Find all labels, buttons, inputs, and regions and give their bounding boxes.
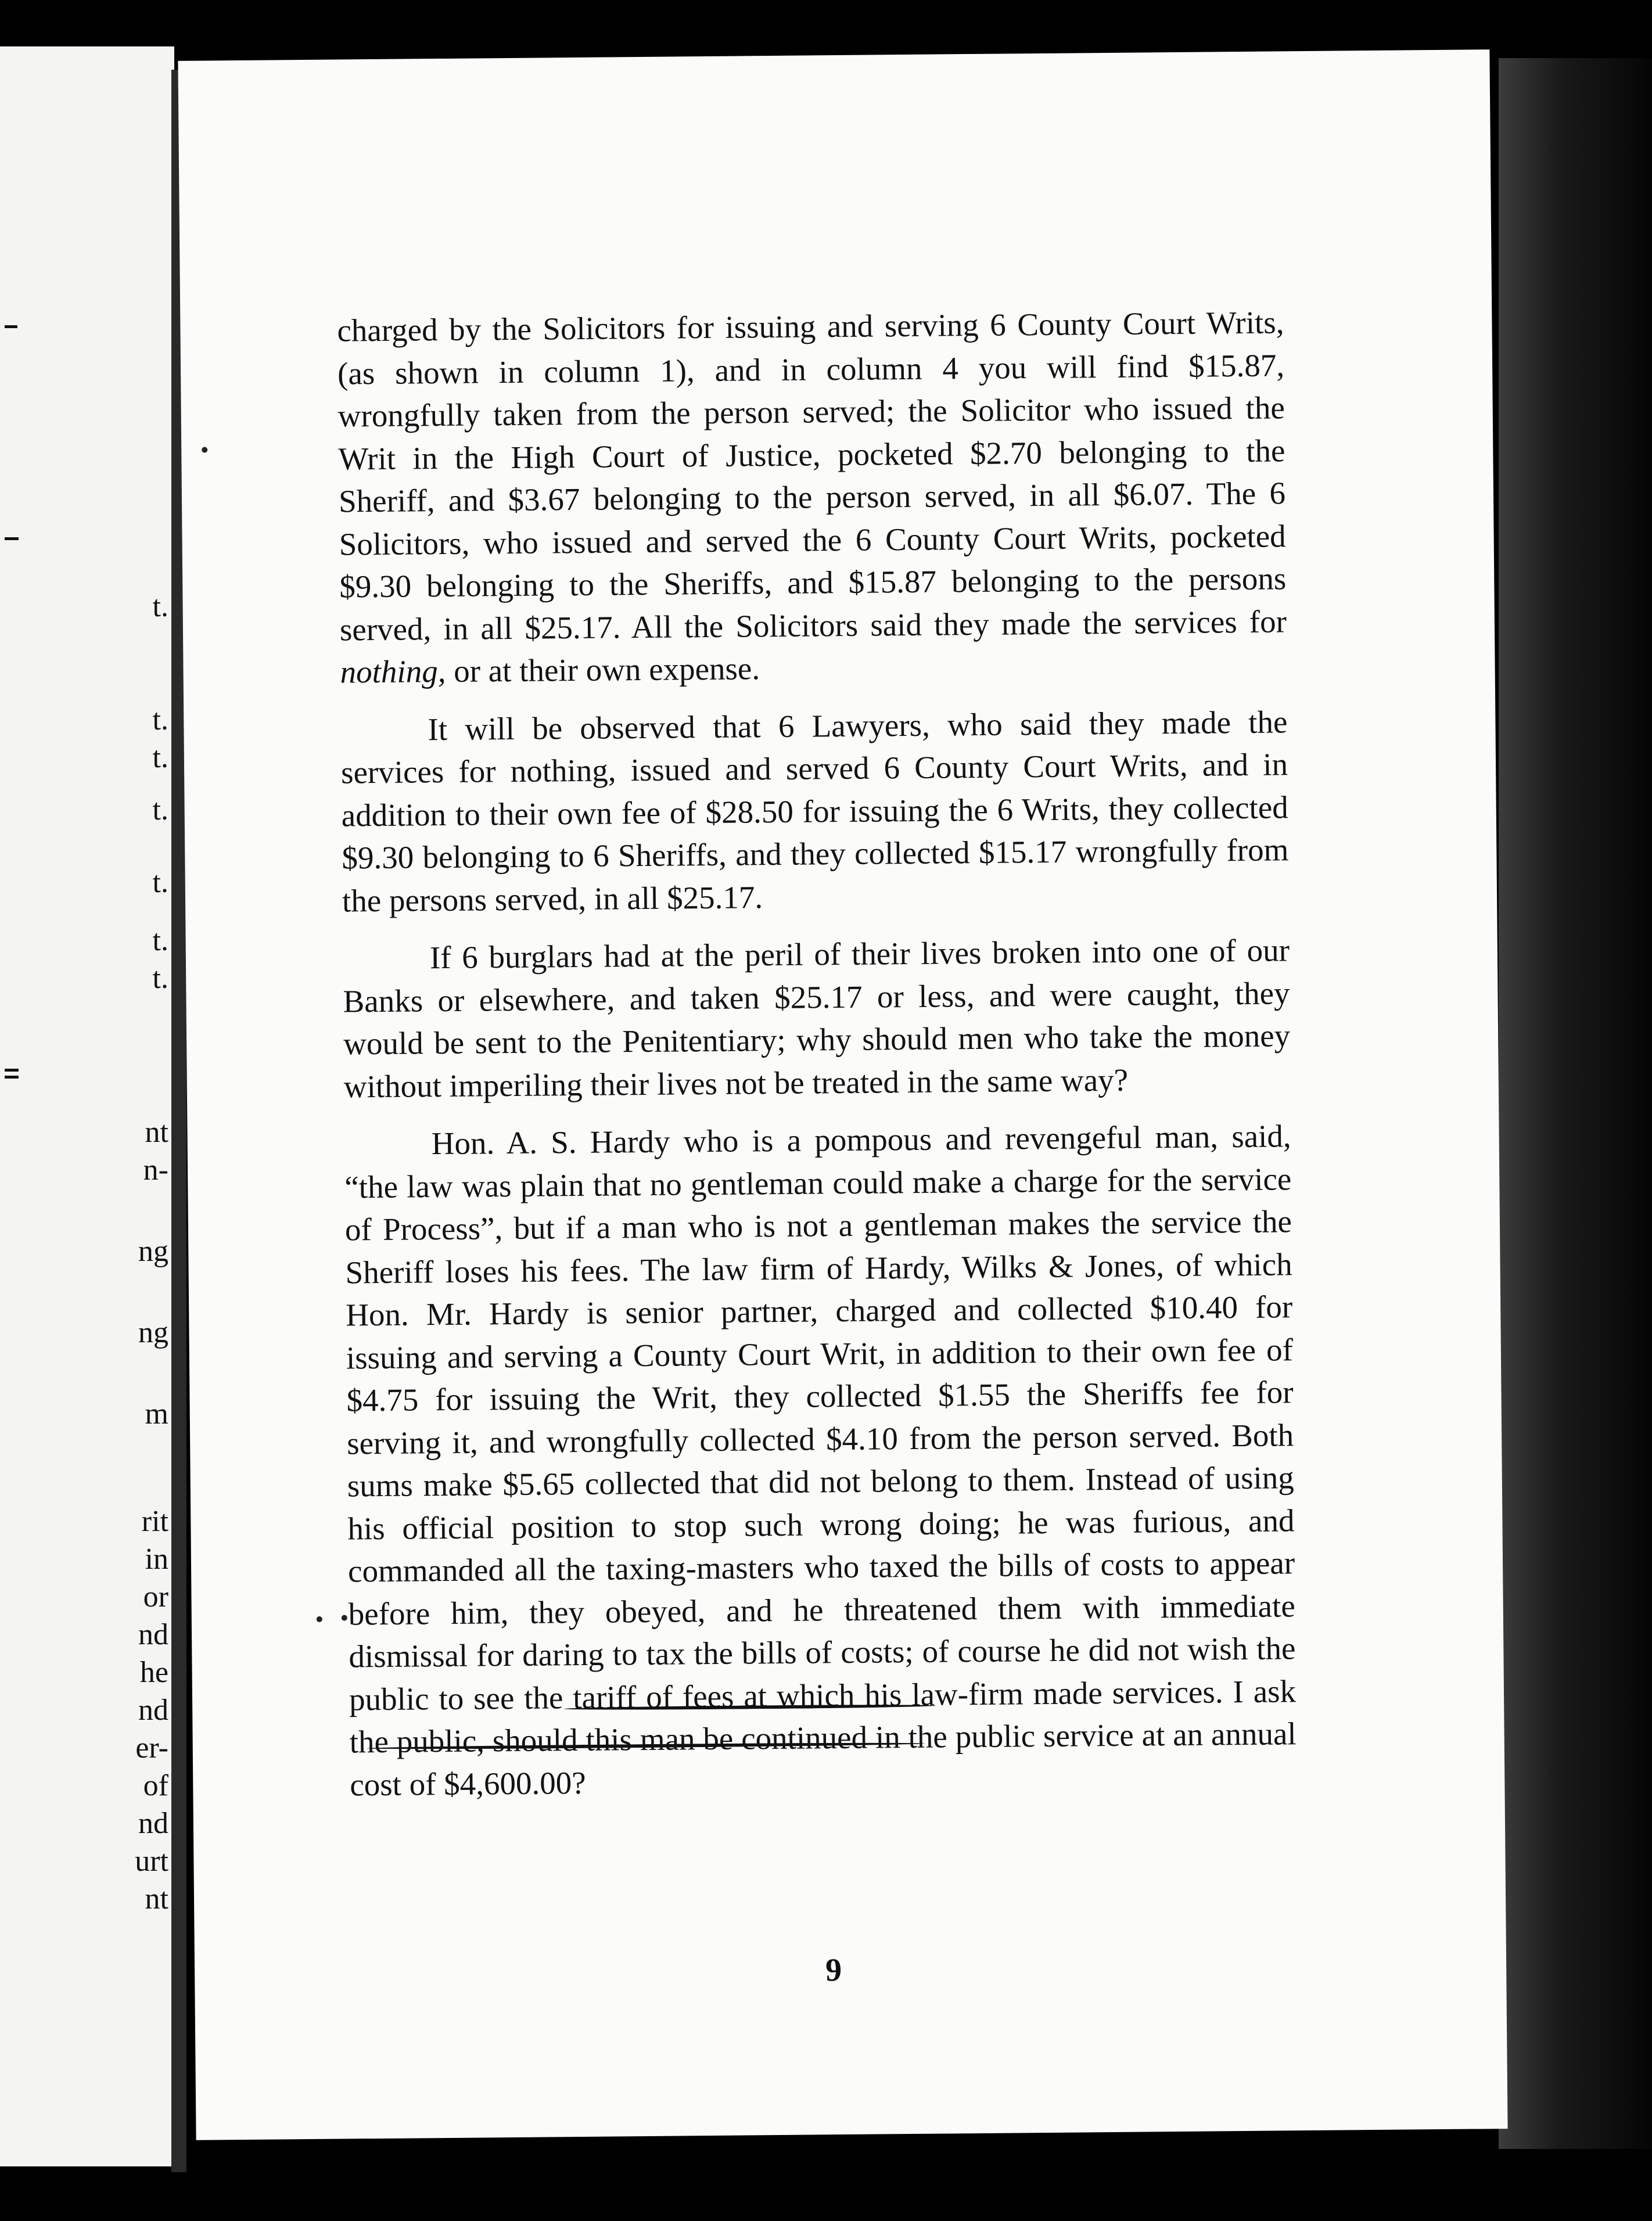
page-number: 9 bbox=[825, 1952, 842, 1989]
left-page-text: ng bbox=[138, 1316, 168, 1349]
paragraph-1 bbox=[337, 301, 1287, 693]
text-line: persons served, in all $25.17. All the Solicitors said they bbox=[339, 560, 1287, 648]
text-line: who issued and served the 6 County Court Writs, pocketed bbox=[483, 517, 1286, 560]
left-page-text: or bbox=[143, 1580, 168, 1613]
left-page-text: t. bbox=[152, 924, 168, 957]
left-page-text: t. bbox=[152, 866, 168, 899]
left-page-text: nd bbox=[138, 1618, 168, 1651]
left-page-text: m bbox=[145, 1397, 168, 1431]
adjacent-page-fragment bbox=[0, 46, 174, 2166]
ink-speck bbox=[317, 1616, 322, 1622]
text-line: made the services for bbox=[1001, 603, 1287, 642]
paragraph-4: Hon. A. S. Hardy who is a pompous and revengeful man, said, “the law was plain that no gentleman could make a charge for the service of Process”, but if a man who is not a gentleman makes the service the Sheriff loses his fees. The law firm of Hardy, Wilks & Jones, of which Hon. Mr. Hardy is senior partner, charged and collected $10.40 for issuing and serving a County Court Writ, in addition to their own fee of $4.75 for issuing the Writ, they collected $1.55 the Sheriffs fee for serving it, and wrongfully collected $4.10 from the person served. Both sums make $5.65 collected that did not belong to them. Instead of using his official position to stop such wrong doing; he was furious, and commanded all the taxing-masters who taxed the bills of costs to appear before him, they obeyed, and he threatened them with immediate dismissal for daring to tax the bills of costs; of course he did not wish the public to see the tariff of fees at which his law-firm made services. I ask the public, should this man be continued in the public service at an annual cost of $4,600.00? bbox=[344, 1118, 1297, 1802]
body-text bbox=[337, 301, 1297, 1806]
left-page-text: in bbox=[145, 1543, 168, 1576]
text-line: $9.30 belonging to the Sheriffs, and $15.87 belonging to the bbox=[339, 561, 1189, 605]
text-line: Justice, pocketed $2.70 belonging to the Sheriff, and $3.67 bbox=[338, 432, 1285, 519]
left-page-text: nd bbox=[138, 1694, 168, 1727]
left-page-text: t. bbox=[152, 703, 168, 736]
text-line: or at their own expense. bbox=[446, 651, 760, 689]
text-line: the Solicitor who issued the Writ in the High Court of bbox=[338, 390, 1285, 477]
left-page-rule bbox=[5, 537, 19, 540]
text-line: Court Writs, (as shown in column 1), and in column 4 you bbox=[337, 304, 1284, 391]
left-page-text: rit bbox=[141, 1505, 168, 1538]
text-line: will find $15.87, wrongfully taken from the person served; bbox=[337, 347, 1285, 434]
left-page-text: he bbox=[139, 1656, 168, 1689]
ink-speck bbox=[202, 447, 207, 453]
document-page bbox=[178, 49, 1507, 2140]
left-page-text: ng bbox=[138, 1235, 168, 1268]
left-page-text: t. bbox=[152, 590, 168, 623]
left-page-text: t. bbox=[152, 741, 168, 774]
left-page-rule bbox=[5, 1076, 19, 1079]
left-page-text: t. bbox=[152, 793, 168, 826]
left-page-text: nd bbox=[138, 1807, 168, 1840]
page-edge-shadow bbox=[1499, 58, 1652, 2149]
left-page-rule bbox=[5, 1069, 19, 1072]
left-page-text: of bbox=[143, 1769, 168, 1802]
emphasized-word: nothing, bbox=[340, 653, 446, 690]
text-line: charged by the Solicitors for issuing and serving 6 County bbox=[337, 306, 1123, 348]
left-page-text: nt bbox=[145, 1116, 168, 1149]
left-page-text: er- bbox=[135, 1731, 168, 1764]
left-page-text: nt bbox=[145, 1882, 168, 1915]
left-page-rule bbox=[5, 325, 17, 328]
left-page-text: t. bbox=[152, 962, 168, 995]
text-line: belonging to the person served, in all $6.07. The 6 Solicitors, bbox=[339, 475, 1286, 562]
left-page-text: urt bbox=[135, 1845, 168, 1878]
paragraph-2: It will be observed that 6 Lawyers, who said they made the services for nothing, issued and served 6 County Court Writs, and in addition to their own fee of $28.50 for issuing the 6 Writs, they collected $9.30 belonging to 6 Sheriffs, and they collected $15.17 wrongfully from the persons served, in all $25.17. bbox=[340, 703, 1289, 919]
ink-speck bbox=[342, 1615, 347, 1620]
paragraph-3: If 6 burglars had at the peril of their lives broken into one of our Banks or elsewhere, and taken $25.17 or less, and were caught, they would be sent to the Penitentiary; why should men who take the money without imperiling their lives not be treated in the same way? bbox=[343, 932, 1291, 1104]
left-page-text: n- bbox=[143, 1153, 168, 1187]
